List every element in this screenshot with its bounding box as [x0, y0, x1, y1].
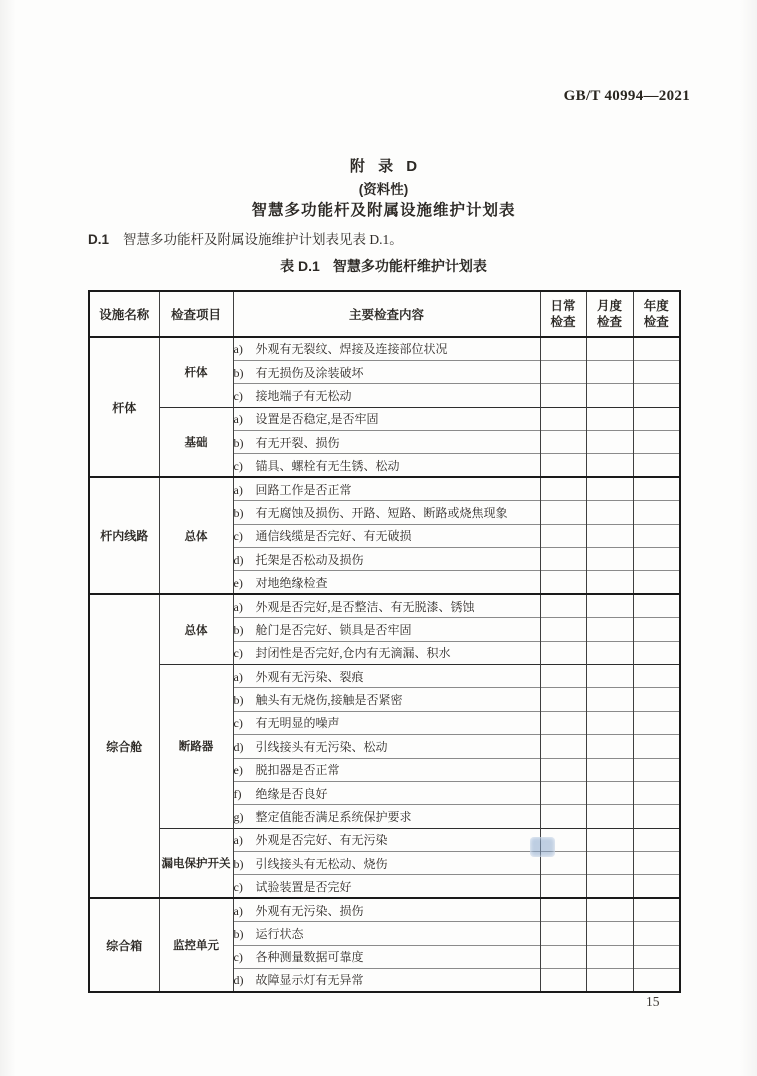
content-cell [233, 758, 540, 781]
doc-code: GB/T 40994—2021 [563, 88, 690, 104]
check-cell [540, 758, 586, 781]
item-cell: 断路器 [159, 664, 233, 828]
col-header-daily [540, 291, 586, 337]
facility-cell: 综合箱 [89, 898, 159, 992]
row-code: c) [233, 716, 243, 731]
clause-text: 智慧多功能杆及附属设施维护计划表见表 D.1。 [123, 232, 403, 247]
check-cell [586, 758, 633, 781]
row-code: a) [233, 599, 243, 614]
content-cell [233, 688, 540, 711]
check-cell [633, 337, 680, 360]
row-code: e) [233, 763, 243, 778]
check-cell [586, 922, 633, 945]
check-cell [540, 477, 586, 500]
check-cell [586, 618, 633, 641]
col-header-monthly [586, 291, 633, 337]
row-text: 试验装置是否完好 [255, 879, 352, 894]
content-cell [233, 477, 540, 500]
check-cell [540, 688, 586, 711]
content-cell [233, 384, 540, 407]
row-text: 接地端子有无松动 [255, 388, 352, 403]
row-text: 封闭性是否完好,仓内有无滴漏、积水 [255, 646, 451, 661]
caption-text: 智慧多功能杆维护计划表 [332, 258, 487, 274]
content-cell [233, 898, 540, 921]
check-cell [633, 828, 680, 851]
row-text: 托架是否松动及损伤 [255, 552, 364, 567]
content-cell [233, 594, 540, 617]
row-code: c) [233, 388, 243, 403]
check-cell [633, 524, 680, 547]
check-cell [540, 898, 586, 921]
row-text: 故障显示灯有无异常 [255, 973, 364, 988]
item-cell: 总体 [159, 594, 233, 664]
content-cell [233, 922, 540, 945]
check-cell [586, 594, 633, 617]
row-code: a) [233, 482, 243, 497]
content-cell [233, 337, 540, 360]
row-text: 外观有无裂纹、焊接及连接部位状况 [255, 342, 448, 357]
check-cell [586, 337, 633, 360]
content-cell [233, 618, 540, 641]
row-code: e) [233, 575, 243, 590]
check-cell [633, 945, 680, 968]
check-cell [633, 805, 680, 828]
row-code: a) [233, 669, 243, 684]
col-header-content: 主要检查内容 [233, 291, 540, 337]
check-cell [633, 781, 680, 804]
check-cell [540, 711, 586, 734]
check-cell [586, 641, 633, 664]
row-text: 舱门是否完好、锁具是否牢固 [255, 622, 412, 637]
row-code: c) [233, 950, 243, 965]
row-text: 对地绝缘检查 [255, 575, 328, 590]
content-cell [233, 805, 540, 828]
check-cell [586, 501, 633, 524]
check-cell [540, 548, 586, 571]
col-header-monthly-line1: 月度 [596, 299, 622, 313]
check-cell [633, 641, 680, 664]
col-header-item: 检查项目 [159, 291, 233, 337]
item-cell: 基础 [159, 407, 233, 477]
facility-cell: 综合舱 [89, 594, 159, 898]
watermark-blob [530, 837, 555, 857]
content-cell [233, 781, 540, 804]
col-header-daily-line1: 日常 [550, 299, 576, 313]
maintenance-table [88, 290, 681, 993]
check-cell [586, 524, 633, 547]
check-cell [540, 875, 586, 898]
check-cell [586, 852, 633, 875]
check-cell [540, 360, 586, 383]
content-cell [233, 641, 540, 664]
check-cell [540, 571, 586, 594]
row-text: 引线接头有无松动、烧伤 [255, 856, 388, 871]
content-cell [233, 501, 540, 524]
row-code: b) [233, 505, 244, 520]
content-cell [233, 524, 540, 547]
table-row [89, 337, 680, 360]
check-cell [633, 852, 680, 875]
check-cell [540, 337, 586, 360]
check-cell [633, 735, 680, 758]
row-code: d) [233, 552, 244, 567]
check-cell [633, 664, 680, 687]
row-text: 设置是否稳定,是否牢固 [255, 412, 379, 427]
check-cell [540, 384, 586, 407]
row-code: a) [233, 412, 243, 427]
table-row [89, 828, 680, 851]
check-cell [586, 431, 633, 454]
row-code: b) [233, 622, 244, 637]
table-row [89, 477, 680, 500]
row-code: b) [233, 693, 244, 708]
row-text: 各种测量数据可靠度 [255, 950, 364, 965]
appendix-type-note: (资料性) [358, 182, 409, 197]
col-header-monthly-line2: 检查 [596, 315, 622, 329]
check-cell [540, 641, 586, 664]
check-cell [586, 571, 633, 594]
row-code: a) [233, 833, 243, 848]
row-text: 回路工作是否正常 [255, 482, 352, 497]
check-cell [633, 898, 680, 921]
content-cell [233, 360, 540, 383]
row-code: g) [233, 810, 244, 824]
check-cell [586, 735, 633, 758]
check-cell [586, 688, 633, 711]
content-cell [233, 407, 540, 430]
row-text: 锚具、螺栓有无生锈、松动 [255, 458, 400, 473]
col-header-facility: 设施名称 [89, 291, 159, 337]
clause-label: D.1 [88, 232, 110, 247]
row-text: 有无明显的噪声 [255, 716, 340, 731]
facility-cell: 杆内线路 [89, 477, 159, 594]
check-cell [633, 431, 680, 454]
row-code: b) [233, 435, 244, 450]
row-text: 脱扣器是否正常 [255, 763, 340, 778]
check-cell [540, 431, 586, 454]
content-cell [233, 852, 540, 875]
item-cell: 总体 [159, 477, 233, 594]
col-header-daily-line2: 检查 [550, 315, 576, 329]
row-text: 绝缘是否良好 [255, 786, 328, 801]
row-code: d) [233, 973, 244, 988]
check-cell [586, 407, 633, 430]
content-cell [233, 571, 540, 594]
row-text: 外观是否完好,是否整洁、有无脱漆、锈蚀 [255, 599, 475, 614]
content-cell [233, 875, 540, 898]
item-cell: 杆体 [159, 337, 233, 407]
check-cell [540, 922, 586, 945]
check-cell [586, 898, 633, 921]
content-cell [233, 454, 540, 477]
table-row [89, 594, 680, 617]
check-cell [633, 875, 680, 898]
check-cell [540, 805, 586, 828]
row-code: b) [233, 365, 244, 380]
facility-cell: 杆体 [89, 337, 159, 477]
col-header-yearly-line1: 年度 [643, 299, 669, 313]
check-cell [586, 805, 633, 828]
item-cell: 监控单元 [159, 898, 233, 992]
content-cell [233, 431, 540, 454]
row-code: f) [233, 786, 242, 801]
row-code: c) [233, 646, 243, 661]
check-cell [633, 688, 680, 711]
check-cell [540, 524, 586, 547]
row-code: b) [233, 856, 244, 871]
content-cell [233, 735, 540, 758]
table-caption [88, 256, 679, 276]
check-cell [633, 618, 680, 641]
content-cell [233, 969, 540, 992]
check-cell [633, 454, 680, 477]
row-text: 有无开裂、损伤 [255, 435, 340, 450]
check-cell [540, 664, 586, 687]
check-cell [586, 781, 633, 804]
check-cell [586, 875, 633, 898]
col-header-yearly-line2: 检查 [643, 315, 669, 329]
row-text: 外观有无污染、裂痕 [255, 669, 364, 684]
row-code: c) [233, 529, 243, 544]
row-code: a) [233, 342, 243, 357]
row-text: 整定值能否满足系统保护要求 [255, 810, 412, 824]
check-cell [586, 664, 633, 687]
check-cell [633, 477, 680, 500]
check-cell [540, 969, 586, 992]
check-cell [633, 594, 680, 617]
row-text: 外观是否完好、有无污染 [255, 833, 388, 848]
row-code: b) [233, 926, 244, 941]
col-header-yearly [633, 291, 680, 337]
check-cell [586, 945, 633, 968]
check-cell [633, 922, 680, 945]
check-cell [540, 781, 586, 804]
check-cell [586, 969, 633, 992]
clause-d1 [88, 228, 403, 248]
check-cell [540, 594, 586, 617]
check-cell [633, 711, 680, 734]
check-cell [586, 828, 633, 851]
appendix-title: 附 录 D [349, 158, 418, 175]
row-code: c) [233, 879, 243, 894]
row-text: 触头有无烧伤,接触是否紧密 [255, 693, 403, 708]
check-cell [586, 454, 633, 477]
check-cell [633, 758, 680, 781]
caption-label: 表 D.1 [280, 258, 320, 274]
row-text: 引线接头有无污染、松动 [255, 739, 388, 754]
row-text: 运行状态 [255, 926, 304, 941]
table-row [89, 407, 680, 430]
check-cell [586, 711, 633, 734]
row-code: d) [233, 739, 244, 754]
check-cell [540, 407, 586, 430]
row-text: 有无损伤及涂装破坏 [255, 365, 364, 380]
check-cell [633, 360, 680, 383]
check-cell [633, 407, 680, 430]
check-cell [540, 735, 586, 758]
row-text: 通信线缆是否完好、有无破损 [255, 529, 412, 544]
content-cell [233, 711, 540, 734]
check-cell [540, 501, 586, 524]
content-cell [233, 828, 540, 851]
table-row [89, 898, 680, 921]
content-cell [233, 548, 540, 571]
check-cell [633, 548, 680, 571]
table-header-row [89, 291, 680, 337]
check-cell [586, 477, 633, 500]
check-cell [633, 384, 680, 407]
appendix-heading: 智慧多功能杆及附属设施维护计划表 [251, 202, 516, 219]
check-cell [586, 384, 633, 407]
check-cell [540, 945, 586, 968]
content-cell [233, 945, 540, 968]
row-text: 有无腐蚀及损伤、开路、短路、断路或烧焦现象 [255, 505, 508, 520]
check-cell [586, 360, 633, 383]
table-row [89, 664, 680, 687]
row-text: 外观有无污染、损伤 [255, 903, 364, 918]
check-cell [633, 969, 680, 992]
check-cell [540, 618, 586, 641]
check-cell [633, 501, 680, 524]
row-code: a) [233, 903, 243, 918]
page-number: 15 [646, 994, 660, 1009]
check-cell [633, 571, 680, 594]
item-cell: 漏电保护开关 [159, 828, 233, 898]
check-cell [540, 454, 586, 477]
row-code: c) [233, 458, 243, 473]
check-cell [586, 548, 633, 571]
content-cell [233, 664, 540, 687]
